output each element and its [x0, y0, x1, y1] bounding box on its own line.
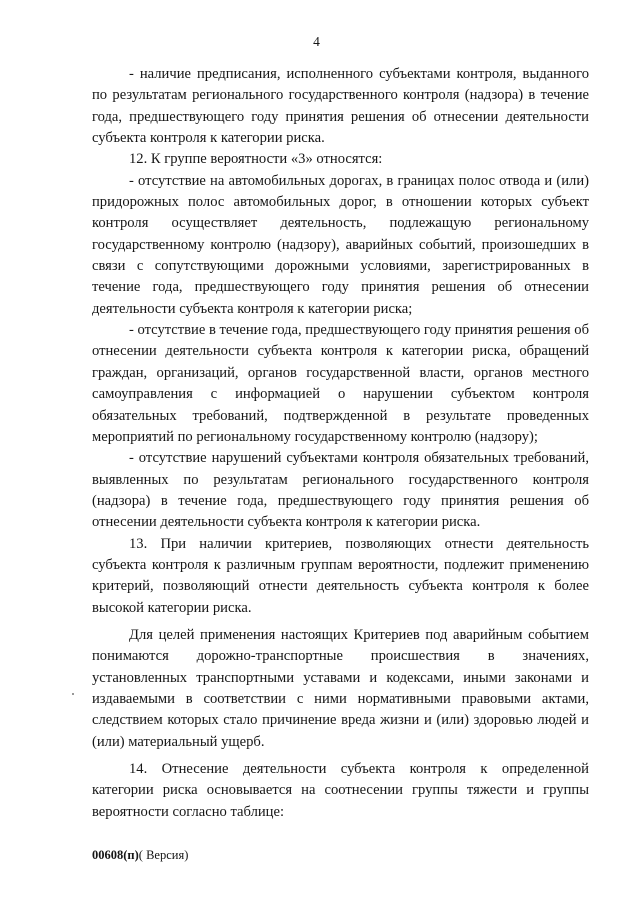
paragraph-no-complaints: - отсутствие в течение года, предшествующего году принятия решения об отнесении деятельности субъекта контроля к категории риска, обращений граждан, организаций, органов государственной власти, органов местного самоуправления с информацией о нарушении субъектом контроля обязательных требований, подтвержденной в результате проведенных мероприятий по региональному государственному контролю (надзору);: [92, 322, 589, 445]
paragraph-clause-13: 13. При наличии критериев, позволяющих отнести деятельность субъекта контроля к различным группам вероятности, подлежит применению критерий, позволяющий отнести деятельность субъекта контроля к более высокой категории риска.: [92, 535, 589, 616]
document-code: [92, 848, 188, 863]
paragraph-no-violations: - отсутствие нарушений субъектами контроля обязательных требований, выявленных по результатам регионального государственного контроля (надзора) в течение года, предшествующего году принятия решения об отнесении деятельности субъекта контроля к категории риска.: [92, 450, 589, 531]
paragraph-prescription: - наличие предписания, исполненного субъектами контроля, выданного по результатам регионального государственного контроля (надзора) в течение года, предшествующего году принятия решения об отнесении деятельности субъекта контроля к категории риска.: [92, 66, 589, 147]
paragraph-no-accidents: - отсутствие на автомобильных дорогах, в границах полос отвода и (или) придорожных полос автомобильных дорог, в отношении которых субъект контроля осуществляет деятельность, подлежащую региональному государственному контролю (надзору), аварийных событий, произошедших в связи с сопутствующими дорожными условиями, зарегистрированных в течение года, предшествующего году принятия решения об отнесении деятельности субъекта контроля к категории риска;: [92, 172, 589, 317]
scan-dot: [72, 693, 74, 695]
paragraph-clause-12: 12. К группе вероятности «3» относятся:: [129, 151, 383, 168]
document-body: [92, 64, 589, 823]
page-number: 4: [313, 34, 320, 49]
document-version: ( Версия): [138, 848, 189, 862]
paragraph-clause-14: 14. Отнесение деятельности субъекта контроля к определенной категории риска основывается на соотнесении группы тяжести и группы вероятности согласно таблице:: [92, 761, 589, 820]
paragraph-accident-definition: Для целей применения настоящих Критериев под аварийным событием понимаются дорожно-транспортные происшествия в значениях, установленных транспортными уставами и кодексами, иными законами и издаваемыми в соответствии с ними нормативными правовыми актами, следствием которых стало причинение вреда жизни и (или) здоровью людей и (или) материальный ущерб.: [92, 626, 589, 750]
document-code-number: 00608(п): [92, 848, 139, 862]
